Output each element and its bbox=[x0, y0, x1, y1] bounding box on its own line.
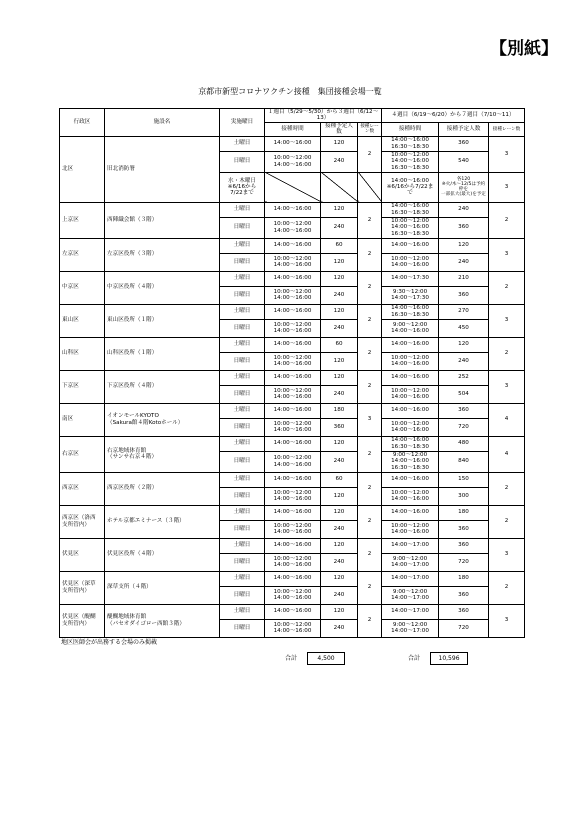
time1-cell: 10:00～12:00 14:00～16:00 bbox=[265, 253, 321, 271]
time2-cell: 14:00～16:00 16:30～18:30 bbox=[382, 436, 439, 451]
time2-cell: 10:00～12:00 14:00～16:00 bbox=[382, 418, 439, 436]
facility-cell: 中京区役所（４階） bbox=[105, 271, 220, 304]
table-row bbox=[60, 472, 525, 487]
time2-cell: 14:00～16:00 16:30～18:30 bbox=[382, 202, 439, 217]
people1-cell: 120 bbox=[321, 505, 358, 520]
lanes2-cell: 2 bbox=[489, 571, 525, 604]
lanes1-cell: 2 bbox=[358, 604, 382, 637]
day-cell: 土曜日 bbox=[220, 136, 265, 151]
time1-cell: 14:00～16:00 bbox=[265, 538, 321, 553]
people2-cell: 360 bbox=[439, 136, 489, 151]
time2-cell: 14:00～16:00 ※6/16から7/22まで bbox=[382, 172, 439, 202]
header-time-1: 接種時間 bbox=[265, 122, 321, 136]
people1-cell: 120 bbox=[321, 604, 358, 619]
time1-cell: 10:00～12:00 14:00～16:00 bbox=[265, 352, 321, 370]
people1-cell: 180 bbox=[321, 403, 358, 418]
time2-cell: 9:00～12:00 14:00～16:00 bbox=[382, 319, 439, 337]
table-row bbox=[60, 604, 525, 619]
time2-cell: 10:00～12:00 14:00～16:00 bbox=[382, 520, 439, 538]
time1-cell: 14:00～16:00 bbox=[265, 472, 321, 487]
people1-cell: 120 bbox=[321, 370, 358, 385]
lanes2-cell: 2 bbox=[489, 271, 525, 304]
lanes2-cell: 2 bbox=[489, 202, 525, 238]
day-cell: 土曜日 bbox=[220, 436, 265, 451]
time1-cell: 14:00～16:00 bbox=[265, 403, 321, 418]
table-row bbox=[60, 505, 525, 520]
day-cell: 日曜日 bbox=[220, 286, 265, 304]
time1-cell: 14:00～16:00 bbox=[265, 436, 321, 451]
time1-cell: 10:00～12:00 14:00～16:00 bbox=[265, 418, 321, 436]
ward-cell: 上京区 bbox=[60, 202, 105, 238]
people2-cell: 360 bbox=[439, 604, 489, 619]
people1-cell: 120 bbox=[321, 538, 358, 553]
total-label-2: 合計 bbox=[408, 655, 421, 662]
time2-cell: 14:00～17:30 bbox=[382, 271, 439, 286]
time2-cell: 9:00～12:00 14:00～17:00 bbox=[382, 619, 439, 637]
time2-cell: 14:00～17:00 bbox=[382, 571, 439, 586]
facility-cell: 左京区役所（３階） bbox=[105, 238, 220, 271]
ward-cell: 東山区 bbox=[60, 304, 105, 337]
people2-cell: 240 bbox=[439, 253, 489, 271]
time2-cell: 14:00～16:00 16:30～18:30 bbox=[382, 136, 439, 151]
time1-cell: 10:00～12:00 14:00～16:00 bbox=[265, 451, 321, 472]
time1-cell: 10:00～12:00 14:00～16:00 bbox=[265, 553, 321, 571]
people1-cell: 240 bbox=[321, 553, 358, 571]
facility-cell: ホテル京都エミナース（３階） bbox=[105, 505, 220, 538]
facility-cell: イオンモールKYOTO （Sakura館４階Kotoホール） bbox=[105, 403, 220, 436]
day-cell: 日曜日 bbox=[220, 253, 265, 271]
people2-cell: 720 bbox=[439, 418, 489, 436]
people1-cell: 120 bbox=[321, 487, 358, 505]
people1-cell: 120 bbox=[321, 253, 358, 271]
table-row bbox=[60, 136, 525, 151]
day-cell: 土曜日 bbox=[220, 271, 265, 286]
ward-cell: 右京区 bbox=[60, 436, 105, 472]
ward-cell: 北区 bbox=[60, 136, 105, 202]
empty-lanes1-cell bbox=[358, 172, 382, 202]
people2-cell: 360 bbox=[439, 403, 489, 418]
people1-cell: 240 bbox=[321, 451, 358, 472]
day-cell: 日曜日 bbox=[220, 487, 265, 505]
lanes1-cell: 2 bbox=[358, 505, 382, 538]
empty-time1-cell bbox=[265, 172, 321, 202]
total-period1 bbox=[285, 652, 345, 665]
ward-cell: 中京区 bbox=[60, 271, 105, 304]
time2-cell: 14:00～16:00 bbox=[382, 337, 439, 352]
lanes2-cell: 4 bbox=[489, 436, 525, 472]
time2-cell: 14:00～16:00 bbox=[382, 370, 439, 385]
table-row bbox=[60, 403, 525, 418]
time2-cell: 9:00～12:00 14:00～16:00 16:30～18:30 bbox=[382, 451, 439, 472]
time2-cell: 14:00～16:00 bbox=[382, 472, 439, 487]
lanes2-cell: 3 bbox=[489, 370, 525, 403]
attachment-tag: 【別紙】 bbox=[490, 39, 558, 59]
people1-cell: 60 bbox=[321, 238, 358, 253]
day-cell: 土曜日 bbox=[220, 202, 265, 217]
lanes2-cell: 3 bbox=[489, 136, 525, 172]
header-people-2: 接種予定人数 bbox=[439, 122, 489, 136]
time2-cell: 10:00～12:00 14:00～16:00 16:30～18:30 bbox=[382, 217, 439, 238]
ward-cell: 南区 bbox=[60, 403, 105, 436]
day-cell: 日曜日 bbox=[220, 451, 265, 472]
time2-cell: 10:00～12:00 14:00～16:00 16:30～18:30 bbox=[382, 151, 439, 172]
people1-cell: 240 bbox=[321, 385, 358, 403]
people2-cell: 300 bbox=[439, 487, 489, 505]
ward-cell: 山科区 bbox=[60, 337, 105, 370]
people2-cell: 840 bbox=[439, 451, 489, 472]
people1-cell: 240 bbox=[321, 217, 358, 238]
lanes2-cell: 3 bbox=[489, 604, 525, 637]
lanes1-cell: 2 bbox=[358, 136, 382, 172]
day-cell: 土曜日 bbox=[220, 604, 265, 619]
people2-cell: 360 bbox=[439, 520, 489, 538]
lanes1-cell: 2 bbox=[358, 571, 382, 604]
empty-people1-cell bbox=[321, 172, 358, 202]
table-row bbox=[60, 337, 525, 352]
header-time-2: 接種時間 bbox=[382, 122, 439, 136]
day-cell: 日曜日 bbox=[220, 586, 265, 604]
time1-cell: 14:00～16:00 bbox=[265, 202, 321, 217]
time2-cell: 10:00～12:00 14:00～16:00 bbox=[382, 352, 439, 370]
people2-cell: 360 bbox=[439, 586, 489, 604]
day-cell: 日曜日 bbox=[220, 553, 265, 571]
people1-cell: 240 bbox=[321, 586, 358, 604]
people2-cell: 504 bbox=[439, 385, 489, 403]
people2-cell: 450 bbox=[439, 319, 489, 337]
people1-cell: 120 bbox=[321, 436, 358, 451]
people2-cell: 180 bbox=[439, 571, 489, 586]
footnote: 地区医師会が出務する会場のみ掲載 bbox=[61, 639, 158, 646]
people2-cell: 180 bbox=[439, 505, 489, 520]
ward-cell: 西京区（洛西 支所管内） bbox=[60, 505, 105, 538]
people1-cell: 120 bbox=[321, 136, 358, 151]
lanes1-cell: 2 bbox=[358, 271, 382, 304]
day-cell: 日曜日 bbox=[220, 217, 265, 238]
people2-cell: 480 bbox=[439, 436, 489, 451]
day-cell: 日曜日 bbox=[220, 319, 265, 337]
time2-cell: 10:00～12:00 14:00～16:00 bbox=[382, 487, 439, 505]
people1-cell: 240 bbox=[321, 520, 358, 538]
time1-cell: 14:00～16:00 bbox=[265, 238, 321, 253]
venue-table bbox=[59, 108, 525, 638]
lanes1-cell: 2 bbox=[358, 472, 382, 505]
facility-cell: 旧北消防署 bbox=[105, 136, 220, 202]
header-day: 実施曜日 bbox=[220, 109, 265, 137]
lanes1-cell: 2 bbox=[358, 337, 382, 370]
day-cell: 日曜日 bbox=[220, 619, 265, 637]
time1-cell: 14:00～16:00 bbox=[265, 604, 321, 619]
document-title: 京都市新型コロナワクチン接種 集団接種会場一覧 bbox=[198, 87, 382, 96]
lanes1-cell: 2 bbox=[358, 436, 382, 472]
people2-cell: 360 bbox=[439, 286, 489, 304]
people2-cell: 360 bbox=[439, 217, 489, 238]
day-cell: 土曜日 bbox=[220, 571, 265, 586]
people1-cell: 240 bbox=[321, 151, 358, 172]
lanes1-cell: 2 bbox=[358, 238, 382, 271]
time1-cell: 14:00～16:00 bbox=[265, 271, 321, 286]
people2-cell: 240 bbox=[439, 352, 489, 370]
facility-cell: 西京区役所（２階） bbox=[105, 472, 220, 505]
total-value-1: 4,500 bbox=[307, 652, 345, 665]
day-cell: 土曜日 bbox=[220, 370, 265, 385]
lanes2-cell: 4 bbox=[489, 403, 525, 436]
table-row bbox=[60, 202, 525, 217]
table-row bbox=[60, 436, 525, 451]
day-cell: 土曜日 bbox=[220, 505, 265, 520]
people2-cell: 720 bbox=[439, 619, 489, 637]
people1-cell: 240 bbox=[321, 286, 358, 304]
header-people-1: 接種予定人数 bbox=[321, 122, 358, 136]
facility-cell: 東山区役所（１階） bbox=[105, 304, 220, 337]
day-cell: 日曜日 bbox=[220, 151, 265, 172]
people1-cell: 120 bbox=[321, 202, 358, 217]
ward-cell: 伏見区（深草 支所管内） bbox=[60, 571, 105, 604]
time1-cell: 14:00～16:00 bbox=[265, 571, 321, 586]
people1-cell: 120 bbox=[321, 352, 358, 370]
lanes1-cell: 3 bbox=[358, 403, 382, 436]
people1-cell: 60 bbox=[321, 337, 358, 352]
lanes2-cell: 3 bbox=[489, 238, 525, 271]
people2-cell: 120 bbox=[439, 238, 489, 253]
time1-cell: 10:00～12:00 14:00～16:00 bbox=[265, 217, 321, 238]
day-cell: 土曜日 bbox=[220, 538, 265, 553]
time2-cell: 10:00～12:00 14:00～16:00 bbox=[382, 253, 439, 271]
people1-cell: 120 bbox=[321, 571, 358, 586]
time2-cell: 14:00～17:00 bbox=[382, 604, 439, 619]
table-row bbox=[60, 271, 525, 286]
day-cell: 土曜日 bbox=[220, 238, 265, 253]
time1-cell: 10:00～12:00 14:00～16:00 bbox=[265, 619, 321, 637]
day-cell: 土曜日 bbox=[220, 472, 265, 487]
lanes1-cell: 2 bbox=[358, 538, 382, 571]
people1-cell: 60 bbox=[321, 472, 358, 487]
time2-cell: 14:00～16:00 bbox=[382, 238, 439, 253]
header-facility: 施設名 bbox=[105, 109, 220, 137]
people2-cell: 252 bbox=[439, 370, 489, 385]
ward-cell: 伏見区（醍醐 支所管内） bbox=[60, 604, 105, 637]
facility-cell: 深草支所（４階） bbox=[105, 571, 220, 604]
day-cell: 日曜日 bbox=[220, 520, 265, 538]
people1-cell: 120 bbox=[321, 271, 358, 286]
time2-cell: 14:00～16:00 bbox=[382, 505, 439, 520]
ward-cell: 西京区 bbox=[60, 472, 105, 505]
people1-cell: 240 bbox=[321, 319, 358, 337]
people2-cell: 240 bbox=[439, 202, 489, 217]
day-cell: 土曜日 bbox=[220, 304, 265, 319]
lanes2-cell: 2 bbox=[489, 472, 525, 505]
facility-cell: 右京地域体育館 （サンサ右京４階） bbox=[105, 436, 220, 472]
day-cell: 日曜日 bbox=[220, 352, 265, 370]
lanes1-cell: 2 bbox=[358, 202, 382, 238]
lanes2-cell: 3 bbox=[489, 304, 525, 337]
day-cell: 日曜日 bbox=[220, 385, 265, 403]
time1-cell: 10:00～12:00 14:00～16:00 bbox=[265, 385, 321, 403]
header-ward: 行政区 bbox=[60, 109, 105, 137]
header-period1: １週目（5/29～5/30）から３週目（6/12～13） bbox=[265, 109, 382, 123]
time1-cell: 10:00～12:00 14:00～16:00 bbox=[265, 487, 321, 505]
time1-cell: 14:00～16:00 bbox=[265, 337, 321, 352]
lanes2-cell: 2 bbox=[489, 337, 525, 370]
header-period2: ４週目（6/19～6/20）から７週目（7/10～11） bbox=[382, 109, 525, 123]
lanes1-cell: 2 bbox=[358, 370, 382, 403]
table-row bbox=[60, 304, 525, 319]
time1-cell: 14:00～16:00 bbox=[265, 505, 321, 520]
time1-cell: 14:00～16:00 bbox=[265, 304, 321, 319]
table-row bbox=[60, 571, 525, 586]
facility-cell: 下京区役所（４階） bbox=[105, 370, 220, 403]
people1-cell: 360 bbox=[321, 418, 358, 436]
people2-cell: 720 bbox=[439, 553, 489, 571]
header-lanes-2: 接種レーン数 bbox=[489, 122, 525, 136]
people2-cell: 360 bbox=[439, 538, 489, 553]
people2-cell: 270 bbox=[439, 304, 489, 319]
total-value-2: 10,596 bbox=[430, 652, 468, 665]
time2-cell: 9:00～12:00 14:00～17:00 bbox=[382, 586, 439, 604]
time2-cell: 9:30～12:00 14:00～17:30 bbox=[382, 286, 439, 304]
facility-cell: 山科区役所（１階） bbox=[105, 337, 220, 370]
lanes1-cell: 2 bbox=[358, 304, 382, 337]
time1-cell: 14:00～16:00 bbox=[265, 136, 321, 151]
people2-cell: 120 bbox=[439, 337, 489, 352]
total-period2 bbox=[408, 652, 468, 665]
people2-cell: 540 bbox=[439, 151, 489, 172]
time1-cell: 14:00～16:00 bbox=[265, 370, 321, 385]
lanes2-cell: 3 bbox=[489, 172, 525, 202]
facility-cell: 西陣織会館（３階） bbox=[105, 202, 220, 238]
day-cell: 土曜日 bbox=[220, 403, 265, 418]
time1-cell: 10:00～12:00 14:00～16:00 bbox=[265, 286, 321, 304]
day-cell: 水・木曜日 ※6/16から 7/22まで bbox=[220, 172, 265, 202]
people2-cell: 150 bbox=[439, 472, 489, 487]
day-cell: 日曜日 bbox=[220, 418, 265, 436]
time1-cell: 10:00～12:00 14:00～16:00 bbox=[265, 586, 321, 604]
people2-cell: 各120 ※火/木～12/5は予約枠を 一部拡大(最大)を予定 bbox=[439, 172, 489, 202]
time1-cell: 10:00～12:00 14:00～16:00 bbox=[265, 319, 321, 337]
lanes2-cell: 3 bbox=[489, 538, 525, 571]
time2-cell: 14:00～17:00 bbox=[382, 538, 439, 553]
people2-cell: 210 bbox=[439, 271, 489, 286]
total-label-1: 合計 bbox=[285, 655, 298, 662]
lanes2-cell: 2 bbox=[489, 505, 525, 538]
time1-cell: 10:00～12:00 14:00～16:00 bbox=[265, 520, 321, 538]
table-row bbox=[60, 238, 525, 253]
time2-cell: 14:00～16:00 16:30～18:30 bbox=[382, 304, 439, 319]
time2-cell: 9:00～12:00 14:00～17:00 bbox=[382, 553, 439, 571]
time2-cell: 10:00～12:00 14:00～16:00 bbox=[382, 385, 439, 403]
time2-cell: 14:00～16:00 bbox=[382, 403, 439, 418]
table-row bbox=[60, 538, 525, 553]
ward-cell: 伏見区 bbox=[60, 538, 105, 571]
ward-cell: 左京区 bbox=[60, 238, 105, 271]
time1-cell: 10:00～12:00 14:00～16:00 bbox=[265, 151, 321, 172]
people1-cell: 120 bbox=[321, 304, 358, 319]
facility-cell: 醍醐地域体育館 （パセオダイゴロー西館３階） bbox=[105, 604, 220, 637]
day-cell: 土曜日 bbox=[220, 337, 265, 352]
table-row bbox=[60, 370, 525, 385]
people1-cell: 240 bbox=[321, 619, 358, 637]
header-lanes-1: 接種レーン数 bbox=[358, 122, 382, 136]
ward-cell: 下京区 bbox=[60, 370, 105, 403]
facility-cell: 伏見区役所（４階） bbox=[105, 538, 220, 571]
